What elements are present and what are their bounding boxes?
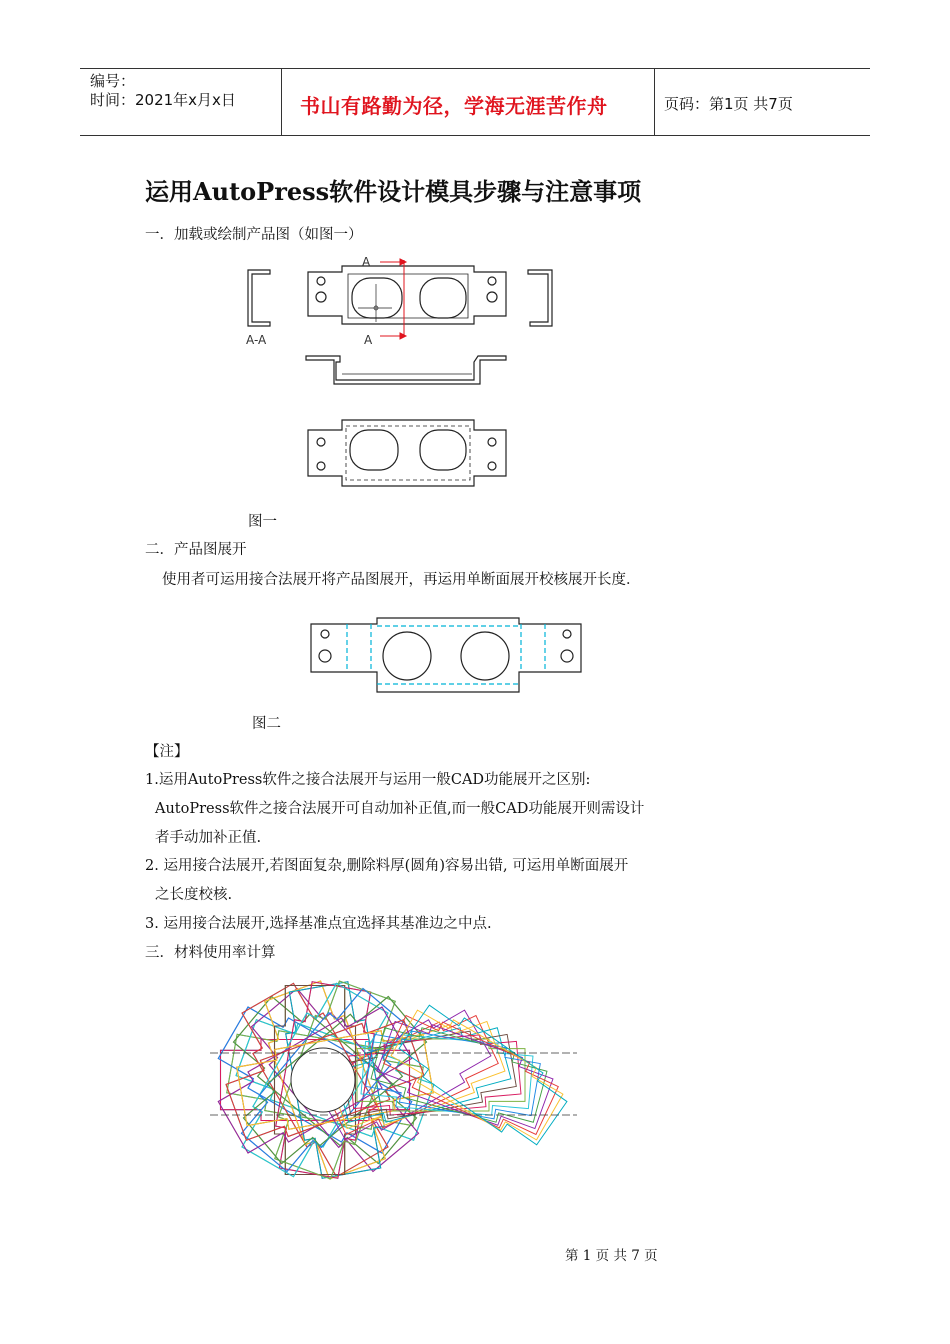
header-number-label: 编号：: [90, 72, 136, 90]
nest-outline: [386, 1002, 567, 1148]
figure-1-caption: 图一: [248, 514, 277, 530]
note-heading: 【注】: [145, 744, 189, 760]
fig1-label-a-bottom: A: [364, 333, 373, 347]
fig1-bottom-outline: [308, 420, 506, 486]
figure-1-drawing: [230, 250, 570, 490]
fig1-left-profile: [248, 270, 270, 326]
section-2-body: 使用者可运用接合法展开将产品图展开，再运用单断面展开校核展开长度．: [162, 572, 641, 588]
header-time-label: 时间：2021年x月x日: [90, 91, 236, 109]
material-usage-nesting-drawing: [205, 965, 585, 1205]
nest-center-hole: [291, 1048, 355, 1112]
page-title: 运用AutoPress软件设计模具步骤与注意事项: [145, 177, 642, 206]
fig2-blank-outline: [311, 618, 581, 692]
figure-2-caption: 图二: [252, 716, 281, 732]
fig1-top-outline: [308, 266, 506, 324]
section-1-heading: 一．加载或绘制产品图（如图一）: [145, 227, 363, 243]
fig1-label-aa: A-A: [246, 333, 267, 347]
section-2-heading: 二．产品图展开: [145, 542, 247, 558]
page-footer: 第 1 页 共 7 页: [565, 1248, 658, 1264]
header-top-rule: [80, 68, 870, 69]
note-1-line-2: AutoPress软件之接合法展开可自动加补正值,而一般CAD功能展开则需设计: [155, 801, 645, 817]
figure-2-drawing: [305, 612, 590, 702]
fig1-label-a-top: A: [362, 255, 371, 269]
header-motto: 书山有路勤为径，学海无涯苦作舟: [300, 94, 608, 118]
section-3-heading: 三．材料使用率计算: [145, 945, 276, 961]
note-2-line-2: 之长度校核.: [155, 887, 233, 903]
fig1-right-profile: [528, 270, 552, 326]
note-1-line-3: 者手动加补正值.: [155, 830, 262, 846]
fig1-side-profile: [306, 356, 506, 384]
note-2-line-1: 2. 运用接合法展开,若图面复杂,删除料厚(圆角)容易出错, 可运用单断面展开: [145, 858, 629, 874]
note-1-line-1: 1.运用AutoPress软件之接合法展开与运用一般CAD功能展开之区别:: [145, 772, 591, 788]
note-3: 3. 运用接合法展开,选择基准点宜选择其基准边之中点.: [145, 916, 492, 932]
header-page-info: 页码：第1页 共7页: [664, 95, 793, 113]
header-divider-left: [281, 68, 282, 136]
header-divider-right: [654, 68, 655, 136]
header-bottom-rule: [80, 135, 870, 136]
